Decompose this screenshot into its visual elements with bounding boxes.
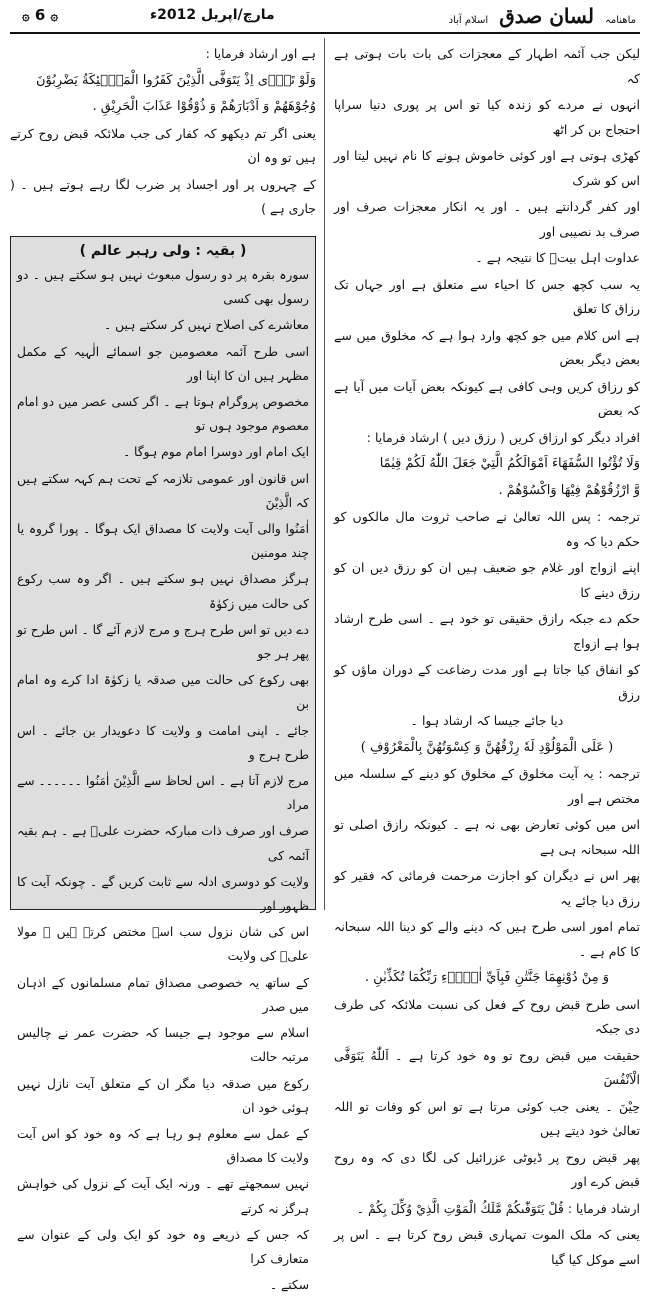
text-line: کے چہروں پر اور اجساد پر ضرب لگا رہے ہوتے ہیں ۔ ( جاری ہے ): [10, 176, 316, 216]
magazine-name: لسان صدق: [499, 4, 594, 28]
ornament-icon: ۞: [22, 9, 30, 24]
header-rule: [10, 32, 640, 34]
text-line: تمام امور اسی طرح ہیں کہ دینے والے کو دینا اللہ سبحانہ کا کام ہے ۔: [334, 919, 640, 959]
box-line: اس قانون اور عمومی تلازمہ کے تحت ہم کہہ سکتے ہیں کہ الَّذِيْنَ: [17, 471, 309, 510]
box-line: اس کی شان نزول سب اسے مختص کرتے ہیں ۔ مولا علیؑ کی ولایت: [17, 925, 309, 964]
box-line: جائے ۔ اپنی امامت و ولایت کا دعویدار بن جائے ۔ اس طرح ہرج و: [17, 723, 309, 762]
box-line: ولایت کو دوسری ادلہ سے ثابت کریں گے ۔ چونکہ آیت کا ظہور اور: [17, 874, 309, 914]
text-line: کو رزاق کریں وہی کافی ہے کیونکہ بعض آیات میں آیا ہے کہ بعض: [334, 378, 640, 418]
box-title: ( بقیہ : ولی رہبر عالم ): [79, 243, 247, 259]
text-line: اور کفر گردانتے ہیں ۔ اور یہ انکار معجزات صرف اور صرف بد نصیبی اور: [334, 199, 640, 239]
box-line: اسی طرح آئمہ معصومین جو اسمائے الٰہیہ کے مکمل مظہر ہیں ان کا اپنا اور: [17, 344, 309, 383]
page-header: [0, 0, 650, 34]
arabic-verse: وَلَا تُؤْتُوا السُّفَهَاءَ اَمْوَالَكُمُ الَّتِيْ جَعَلَ اللّٰهُ لَكُمْ قِيٰمًا: [379, 456, 640, 471]
text-line: انہوں نے مردے کو زندہ کیا تو اس پر پوری دنیا سراپا احتجاج بن کر اٹھ: [334, 97, 640, 137]
arabic-verse: وَلَوْ تَرٰۤى اِذْ يَتَوَفَّى الَّذِيْنَ كَفَرُوا الْمَلٰۤئِكَةُ يَضْرِبُوْنَ: [35, 72, 316, 88]
text-line: اس میں کوئی تعارض بھی نہ ہے ۔ کیونکہ رازق اصلی تو اللہ سبحانہ ہی ہے: [334, 817, 640, 857]
column-divider: [324, 38, 325, 910]
city-label: اسلام آباد: [448, 15, 489, 26]
text-line: لیکن جب آئمہ اطہار کے معجزات کی بات بات ہوتی ہے کہ: [334, 46, 640, 86]
text-line: ہے اور ارشاد فرمایا :: [205, 46, 316, 61]
left-column-top: [10, 42, 316, 224]
box-line: سورہ بقرہ پر دو رسول مبعوث نہیں ہو سکتے ہیں ۔ دو رسول بھی کسی: [17, 268, 309, 307]
box-line: دے دیں تو اس طرح ہرج و مرج لازم آئے گا ۔ اس طرح تو پھر ہر جو: [17, 622, 309, 662]
box-line: ہرگز مصداق نہیں ہو سکتے ہیں ۔ اگر وہ سب رکوع کی حالت میں زکوٰۃ: [17, 572, 309, 611]
ornament-icon: ۞: [50, 9, 59, 24]
text-line: یہ سب کچھ جس کا احیاء سے متعلق ہے اور جہاں تک رزاق کا تعلق: [334, 276, 640, 316]
page-number-value: 6: [34, 6, 46, 24]
box-line: مرج لازم آتا ہے ۔ اس لحاظ سے الَّذِيْنَ اٰمَنُوا ۔۔۔۔۔۔ سے مراد: [17, 774, 309, 813]
issue-date: مارچ/اپریل 2012ء: [150, 7, 275, 23]
text-line: اپنے ازواج اور غلام جو ضعیف ہیں ان کو رزق دیں ان کو رزق دینے کا: [334, 560, 640, 600]
mahnama-label: ماهنامہ: [605, 15, 636, 26]
page-number: [22, 6, 58, 24]
box-line: معاشرے کی اصلاح نہیں کر سکتے ہیں ۔: [104, 318, 309, 333]
text-line: یعنی کہ ملک الموت تمہاری قبض روح کرتا ہے ۔ اس پر اسے موکل کیا گیا: [334, 1227, 640, 1267]
box-line: رکوع میں صدقہ دیا مگر ان کے متعلق آیت نازل نہیں ہوئی خود ان: [17, 1076, 309, 1115]
text-line: کھڑی ہوتی ہے اور کوئی خاموش ہونے کا نام نہیں لیتا اور اس کو شرک: [334, 148, 640, 188]
text-line: دیا جائے جیسا کہ ارشاد ہوا ۔: [410, 713, 564, 728]
text-line: ترجمہ : پس اللہ تعالیٰ نے صاحب ثروت مال مالکوں کو حکم دیا کہ وہ: [334, 509, 640, 549]
text-line: ارشاد فرمایا : قُلْ يَتَوَفّٰىكُمْ مَّلَكُ الْمَوْتِ الَّذِيْ وُكِّلَ بِكُمْ ۔: [356, 1200, 640, 1216]
box-line: نہیں سمجھتے تھے ۔ ورنہ ایک آیت کے نزول کی خواہش ہرگز نہ کرتے: [17, 1177, 309, 1216]
box-line: ایک امام اور دوسرا امام موم ہوگا ۔: [122, 445, 309, 460]
box-line: مخصوص پروگرام ہوتا ہے ۔ اگر کسی عصر میں دو امام معصوم موجود ہوں تو: [17, 395, 309, 434]
box-line: کہ جس کے ذریعے وہ خود کو ایک ولی کے عنوان سے متعارف کرا: [17, 1227, 309, 1266]
box-line: اٰمَنُوا والی آیت ولایت کا مصداق ایک ہوگا ۔ پورا گروہ یا چند مومنین: [17, 522, 309, 561]
arabic-verse: وَ مِنْ دُوْنِهِمَا جَنَّتٰنِ فَبِاَيِّ اٰلَاۗءِ رَبِّكُمَا تُكَذِّبٰنِ .: [364, 970, 610, 985]
text-line: افراد دیگر کو ارزاق کریں ( رزق دیں ) ارشاد فرمایا :: [366, 429, 640, 445]
box-line: کے ساتھ یہ خصوصی مصداق تمام مسلمانوں کے اذہان میں صدر: [17, 975, 309, 1014]
text-line: حقیقت میں قبض روح تو وہ خود کرتا ہے ۔ اَللّٰهُ يَتَوَفَّى الْاَنْفُسَ: [334, 1047, 640, 1087]
text-line: پھر قبض روح پر ڈیوٹی عزرائیل کی لگا دی کہ وہ روح قبض کرے اور: [334, 1149, 640, 1189]
text-line: ترجمہ : یہ آیت مخلوق کے مخلوق کو دینے کے سلسلہ میں مختص ہے اور: [334, 766, 640, 806]
text-line: یعنی اگر تم دیکھو کہ کفار کی جب ملائکہ قبض روح کرتے ہیں تو وہ ان: [10, 125, 316, 165]
text-line: عداوت اہل بیتؑ کا نتیجہ ہے ۔: [475, 250, 640, 265]
box-line: اسلام سے موجود ہے جیسا کہ حضرت عمر نے چالیس مرتبہ حالت: [17, 1026, 309, 1065]
text-line: حکم دے جبکہ رازق حقیقی تو خود ہے ۔ اسی طرح ارشاد ہوا ہے ازواج: [334, 611, 640, 651]
text-line: اسی طرح قبض روح کے فعل کی نسبت ملائکہ کی طرف دی جبکہ: [334, 996, 640, 1036]
continuation-box: [10, 236, 316, 1293]
text-line: حِيْنَ ۔ یعنی جب کوئی مرتا ہے تو اس کو وفات تو اللہ تعالیٰ خود دیتے ہیں: [334, 1098, 640, 1138]
box-line: سکتے ۔: [269, 1278, 309, 1293]
text-line: ہے اس کلام میں جو کچھ وارد ہوا ہے کہ مخلوق میں سے بعض دیگر بعض: [334, 327, 640, 367]
text-line: پھر اس نے دیگران کو اجازت مرحمت فرمائی کہ فقیر کو رزق دیا جائے یہ: [334, 868, 640, 908]
box-line: صرف اور صرف ذات مبارکہ حضرت علیؑ ہے ۔ ہم بقیہ آئمہ کی: [17, 824, 309, 863]
box-line: بھی رکوع کی حالت میں صدقہ یا زکوٰۃ ادا کرے وہ امام بن: [17, 673, 309, 712]
box-line: کے عمل سے معلوم ہو رہا ہے کہ وہ خود کو اس آیت ولایت کا مصداق: [17, 1126, 309, 1166]
arabic-verse: وَّ ارْزُقُوْهُمْ فِيْهَا وَاكْسُوْهُمْ .: [498, 482, 640, 498]
magazine-logo: [449, 4, 636, 28]
arabic-verse: وُجُوْهَهُمْ وَ اَدْبَارَهُمْ وَ ذُوْقُوْا عَذَابَ الْحَرِيْقِ .: [92, 99, 316, 114]
text-line: کو انفاق کیا جاتا ہے اور مدت رضاعت کے دوران ماؤں کو رزق: [334, 662, 640, 702]
right-column: [334, 42, 640, 1274]
arabic-verse: ( عَلَى الْمَوْلُوْدِ لَهٗ رِزْقُهُنَّ وَ كِسْوَتُهُنَّ بِالْمَعْرُوْفِ ): [360, 739, 614, 755]
